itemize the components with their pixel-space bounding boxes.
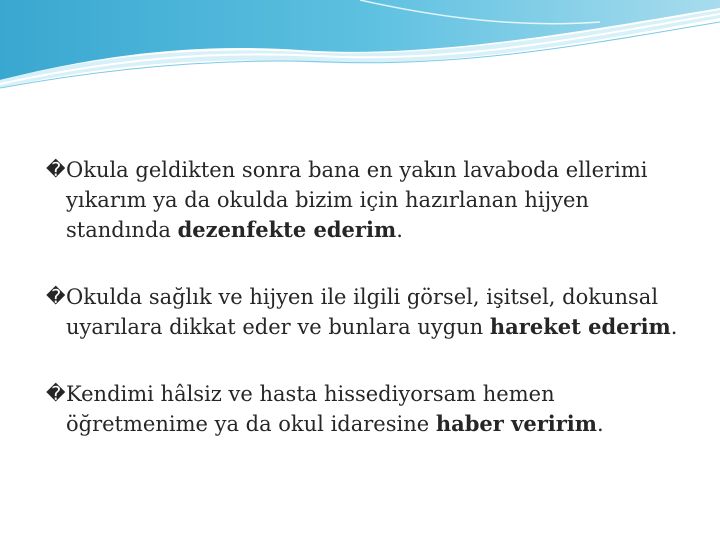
bullet-marker: � bbox=[46, 383, 66, 405]
bullet-text: Okula geldikten sonra bana en yakın lavaboda ellerimi yıkarım ya da okulda bizim için hazırlanan hijyen standında bbox=[66, 158, 648, 242]
bullet-text: Okulda sağlık ve hijyen ile ilgili görsel, işitsel, dokunsal uyarılara dikkat eder ve bunlara uygun bbox=[66, 285, 659, 339]
bullet-end: . bbox=[396, 218, 403, 242]
bullet-text: Kendimi hâlsiz ve hasta hissediyorsam hemen öğretmenime ya da okul idaresine bbox=[66, 382, 555, 436]
slide-content bbox=[46, 155, 696, 476]
bullet-item-handwashing bbox=[46, 155, 696, 245]
bullet-marker: � bbox=[46, 159, 66, 181]
bullet-bold-text: hareket ederim bbox=[489, 314, 671, 339]
bullet-end: . bbox=[597, 412, 604, 436]
bullet-bold-text: dezenfekte ederim bbox=[177, 217, 397, 242]
bullet-bold-text: haber veririm bbox=[435, 411, 598, 436]
header-wave-decoration bbox=[0, 0, 720, 90]
bullet-end: . bbox=[670, 315, 678, 339]
bullet-marker: � bbox=[46, 286, 66, 308]
bullet-item-warnings bbox=[46, 282, 696, 342]
bullet-item-illness bbox=[46, 379, 696, 439]
